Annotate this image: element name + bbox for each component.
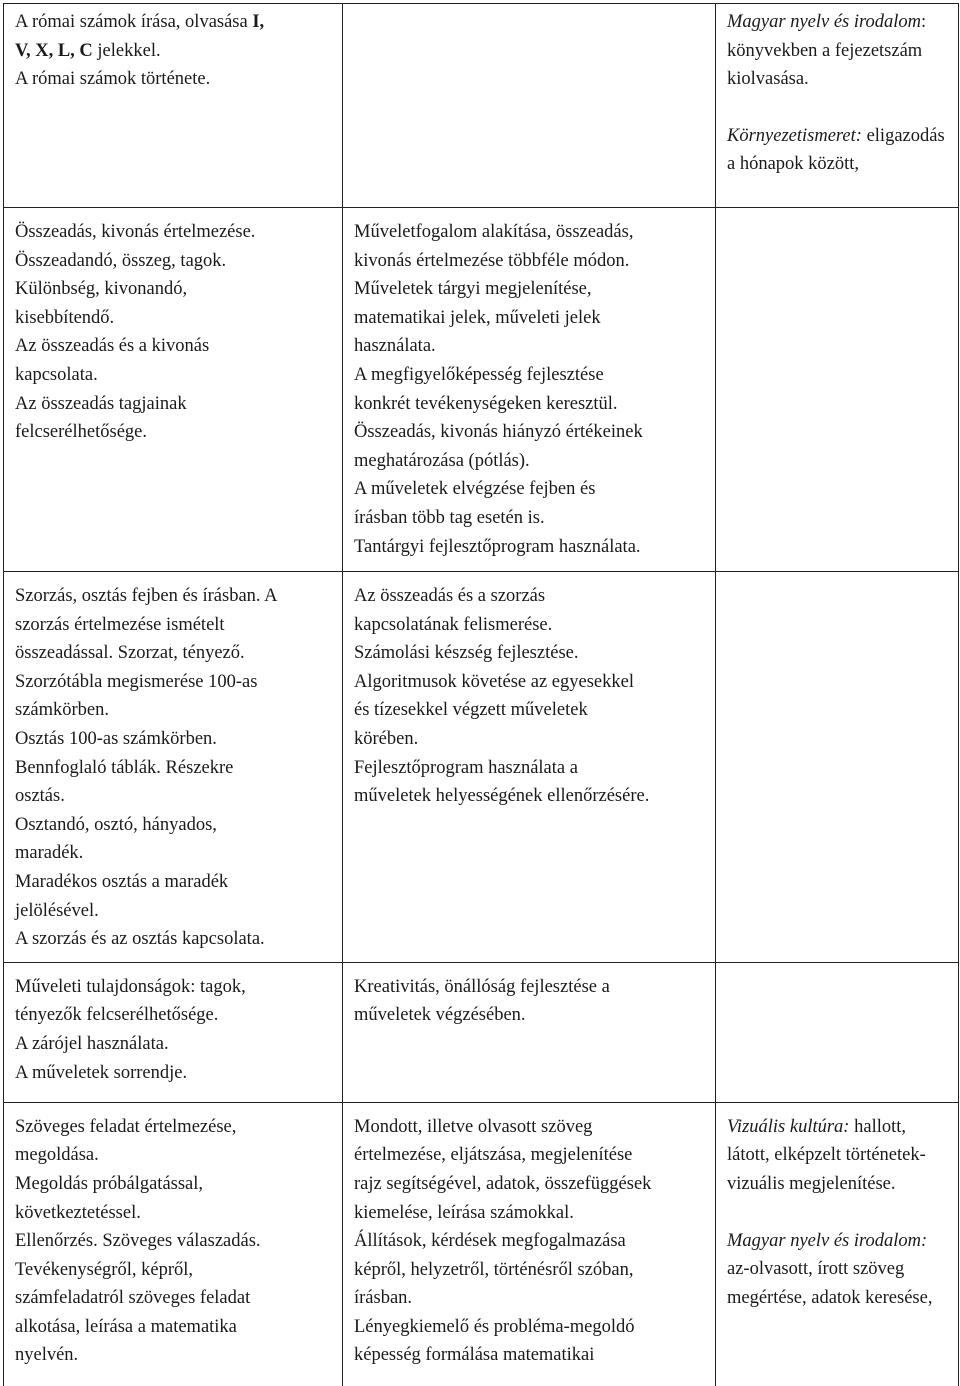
connection-note: Magyar nyelv és irodalom: könyvekben a fejezetszám kiolvasása. [727,12,927,90]
connections-cell [716,208,959,572]
topic-cell: Szorzás, osztás fejben és írásban. A szorzás értelmezése ismételt összeadással. Szorzat, tényező. Szorzótábla megismerése 100-as számkörben. Osztás 100-as számkörben. Bennfoglaló táblák. Részekre osztás. Osztandó, osztó, hányados, maradék. Maradékos osztás a maradék jelölésével. A szorzás és az osztás kapcsolata. [4,572,343,963]
connections-cell [716,1102,959,1386]
development-cell: Műveletfogalom alakítása, összeadás, kivonás értelmezése többféle módon. Műveletek tárgyi megjelenítése, matematikai jelek, műveleti jelek használata. A megfigyelőképesség fejlesztése konkrét tevékenységeken keresztül. Összeadás, kivonás hiányzó értékeinek meghatározása (pótlás). A műveletek elvégzése fejben és írásban több tag esetén is. Tantárgyi fejlesztőprogram használata. [343,208,716,572]
development-cell: Az összeadás és a szorzás kapcsolatának felismerése. Számolási készség fejlesztése. Algoritmusok követése az egyesekkel és tízesekkel végzett műveletek körében. Fejlesztőprogram használata a műveletek helyességének ellenőrzésére. [343,572,716,963]
development-cell: Mondott, illetve olvasott szöveg értelmezése, eljátszása, megjelenítése rajz segítségével, adatok, összefüggések kiemelése, leírása számokkal. Állítások, kérdések megfogalmazása képről, helyzetről, történésről szóban, írásban. Lényegkiemelő és probléma-megoldó képesség formálása matematikai [343,1102,716,1386]
topic-line: V, X, L, C jelekkel. [15,40,161,61]
connection-note: Környezetismeret: eligazodás a hónapok között, [727,125,945,175]
topic-cell: Műveleti tulajdonságok: tagok, tényezők felcserélhetősége. A zárójel használata. A műveletek sorrendje. [4,962,343,1102]
topic-line: A római számok története. [15,69,211,90]
table-row [4,208,959,572]
table-row [4,962,959,1102]
connections-cell [716,4,959,208]
table-row [4,572,959,963]
curriculum-table [3,3,959,1386]
table-row [4,1102,959,1386]
table-row [4,4,959,208]
development-cell [343,4,716,208]
connections-cell [716,572,959,963]
topic-cell [4,4,343,208]
topic-cell: Összeadás, kivonás értelmezése. Összeadandó, összeg, tagok. Különbség, kivonandó, kisebbítendő. Az összeadás és a kivonás kapcsolata. Az összeadás tagjainak felcserélhetősége. [4,208,343,572]
topic-cell: Szöveges feladat értelmezése, megoldása. Megoldás próbálgatással, következtetéssel. Ellenőrzés. Szöveges válaszadás. Tevékenységről, képről, számfeladatról szöveges feladat alkotása, leírása a matematika nyelvén. [4,1102,343,1386]
connections-cell [716,962,959,1102]
development-cell: Kreativitás, önállóság fejlesztése a műveletek végzésében. [343,962,716,1102]
connection-note: Magyar nyelv és irodalom: az-olvasott, írott szöveg megértése, adatok keresése, [727,1230,933,1308]
topic-line: A római számok írása, olvasása I, [15,12,265,32]
connection-note: Vizuális kultúra: hallott, látott, elképzelt történetek-vizuális megjelenítése. [727,1116,926,1194]
